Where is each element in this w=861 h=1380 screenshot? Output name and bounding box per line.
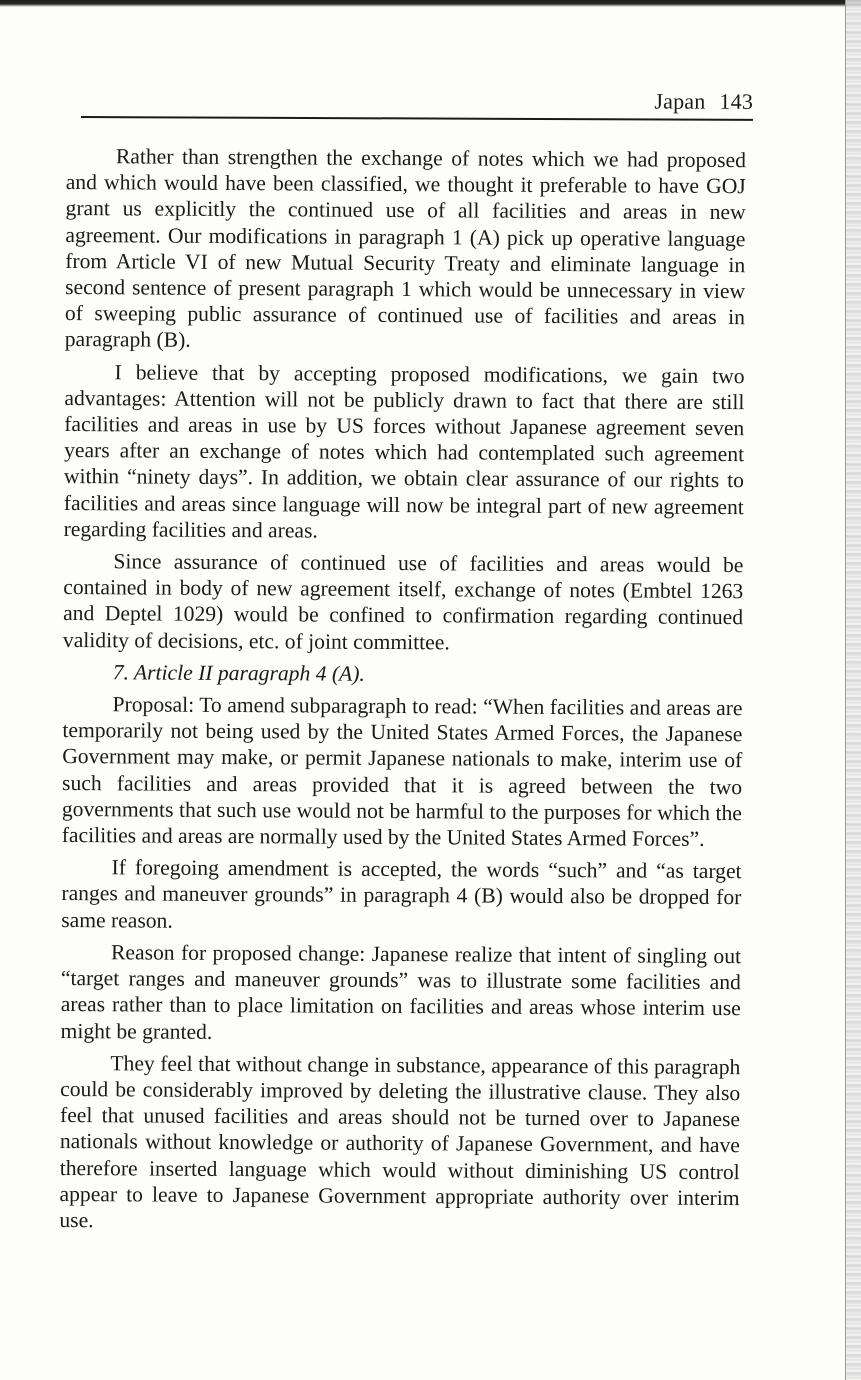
page-right-edge-line bbox=[845, 0, 846, 1380]
section-heading-article-ii: 7. Article II paragraph 4 (A). bbox=[112, 660, 365, 686]
running-head bbox=[81, 80, 753, 121]
paragraph-they-feel: They feel that without change in substance, appearance of this paragraph could be considerably improved by deleting the illustrative clause. They also feel that unused facilities and areas should not be turned over to Japanese nationals without knowledge or authority of Japanese Government, and have therefore inserted language which would without diminishing US control appear to leave to Japanese Government appropriate authority over interim use. bbox=[59, 1050, 741, 1233]
paragraph-advantages: I believe that by accepting proposed modifications, we gain two advantages: Attention will not be publicly drawn to fact that there are still facilities and areas in use by US forces without Japanese agreement seven years after an exchange of notes which had contemplated such agreement within “ninety days”. In addition, we obtain clear assurance of our rights to facilities and areas since language will now be integral part of new agreement regarding facilities and areas. bbox=[63, 359, 745, 543]
paragraph-assurance: Since assurance of continued use of facilities and areas would be contained in body of new agreement itself, exchange of notes (Embtel 1263 and Deptel 1029) would be confined to confirmation regarding continued validity of decisions, etc. of joint committee. bbox=[62, 549, 744, 655]
page-top-shadow bbox=[0, 0, 861, 7]
paragraph-facilities-exchange: Rather than strengthen the exchange of notes which we had proposed and which would have been classified, we thought it preferable to have GOJ grant us explicitly the continued use of all facilities and areas in new agreement. Our modifications in paragraph 1 (A) pick up operative language from Article VI of new Mutual Security Treaty and eliminate language in second sentence of present paragraph 1 which would be unnecessary in view of sweeping public assurance of continued use of facilities and areas in paragraph (B). bbox=[64, 144, 746, 353]
running-head-text bbox=[654, 89, 753, 115]
paragraph-proposal: Proposal: To amend subparagraph to read: “When facilities and areas are temporarily not being used by the United States Armed Forces, the Japanese Government may make, or permit Japanese nationals to make, interim use of such facilities and areas provided that it is agreed between the two governments that such use would not be harmful to the purposes for which the facilities and areas are normally used by the United States Armed Forces”. bbox=[61, 692, 743, 851]
page-right-edge bbox=[845, 0, 861, 1380]
running-head-title: Japan bbox=[654, 88, 706, 114]
page-number: 143 bbox=[719, 88, 754, 114]
paragraph-reason: Reason for proposed change: Japanese realize that intent of singling out “target ranges and maneuver grounds” was to illustrate some facilities and areas rather than to place limitation on facilities and areas whose interim use might be granted. bbox=[60, 940, 742, 1044]
paragraph-foregoing-amendment: If foregoing amendment is accepted, the words “such” and “as target ranges and maneuver grounds” in paragraph 4 (B) would also be dropped for same reason. bbox=[61, 855, 742, 933]
body-text bbox=[59, 143, 746, 1243]
